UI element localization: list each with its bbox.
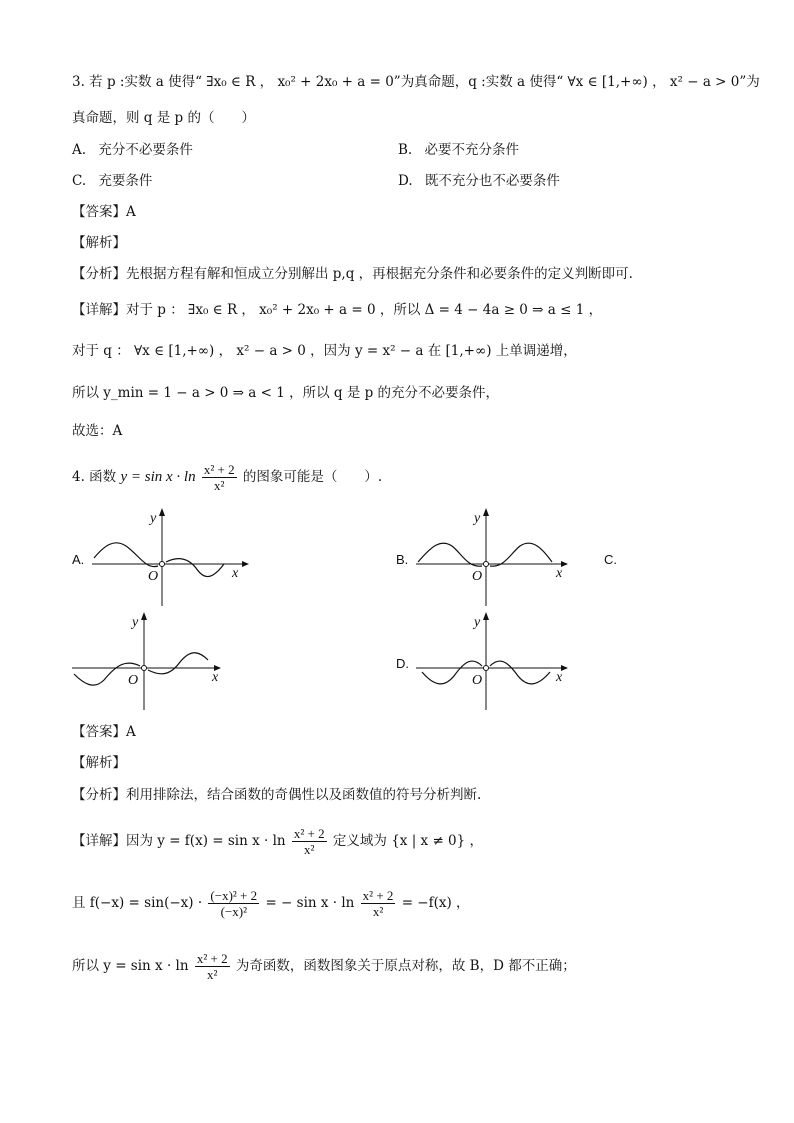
fraction-denominator: x² <box>207 967 218 982</box>
graph-b <box>416 508 576 608</box>
option-text: 充分不必要条件 <box>98 142 193 158</box>
q3-answer: 【答案】A <box>72 204 136 220</box>
option-text: 必要不充分条件 <box>424 142 520 158</box>
detail2-mid: = − sin x · ln <box>265 895 355 911</box>
q3-option-c <box>72 171 152 191</box>
q4-stem-pre: 4. 函数 <box>72 469 117 485</box>
fraction-denominator: x² <box>214 478 225 493</box>
q3-option-a <box>72 140 193 160</box>
q3-analysis-head: 【解析】 <box>72 235 126 251</box>
q4-answer: 【答案】A <box>72 724 136 740</box>
hollow-point <box>160 562 165 567</box>
graph-label-b: B. <box>396 552 409 567</box>
option-label: B. <box>398 142 413 158</box>
q4-detail-1 <box>72 822 483 860</box>
option-text: 既不充分也不必要条件 <box>424 173 560 189</box>
graph-label-a: A. <box>72 552 85 567</box>
origin-label: O <box>472 569 483 584</box>
detail2-fraction-1 <box>208 888 259 919</box>
origin-label: O <box>128 673 139 688</box>
fraction-numerator: x² + 2 <box>196 951 228 966</box>
y-axis-arrow <box>159 508 165 516</box>
curve <box>94 543 224 577</box>
q3-choose: 故选：A <box>72 423 123 439</box>
option-label: C. <box>72 173 87 189</box>
detail3-pre: 所以 y = sin x · ln <box>72 958 189 974</box>
q3-analysis: 【分析】先根据方程有解和恒成立分别解出 p,q ，再根据充分条件和必要条件的定义判断即可. <box>72 266 633 282</box>
axis-x-label: x <box>556 566 563 581</box>
axis-x-label: x <box>556 670 563 685</box>
detail2-pre: 且 f(−x) = sin(−x) · <box>72 895 203 911</box>
q4-stem-post: 的图象可能是（ ）. <box>242 469 383 485</box>
q4-detail-3 <box>72 947 576 985</box>
y-axis-arrow <box>483 612 489 620</box>
detail2-post: = −f(x) ， <box>401 895 470 911</box>
detail1-fraction <box>292 826 327 857</box>
x-axis-arrow <box>242 561 249 567</box>
fraction-numerator: x² + 2 <box>203 462 235 477</box>
q4-analysis-head: 【解析】 <box>72 755 126 771</box>
hollow-point <box>484 666 489 671</box>
axis-y-label: y <box>474 511 481 526</box>
hollow-point <box>142 666 147 671</box>
hollow-point <box>484 562 489 567</box>
axis-x-label: x <box>212 670 219 685</box>
graph-label-d: D. <box>396 656 409 671</box>
detail3-fraction <box>195 951 230 982</box>
q3-stem-line2: 真命题，则 q 是 p 的（ ） <box>72 110 255 126</box>
option-label: A. <box>72 142 87 158</box>
fraction-denominator: x² <box>372 904 384 919</box>
curve <box>74 653 208 685</box>
axis-x-label: x <box>232 566 239 581</box>
q4-detail-2 <box>72 882 470 924</box>
graph-label-c: C. <box>604 552 617 567</box>
option-label: D. <box>398 173 413 189</box>
graph-a <box>92 508 252 608</box>
graph-d <box>416 612 576 712</box>
option-text: 充要条件 <box>98 173 153 189</box>
detail1-post: 定义域为 {x | x ≠ 0} ， <box>332 833 484 849</box>
q3-detail-2: 对于 q ： ∀x ∈ [1,+∞) ， x² − a > 0 ，因为 y = x² − a 在 [1,+∞) 上单调递增， <box>72 343 577 359</box>
fraction-numerator: x² + 2 <box>293 826 325 841</box>
axis-y-label: y <box>150 511 157 526</box>
origin-label: O <box>472 673 483 688</box>
q3-detail-3: 所以 y_min = 1 − a > 0 ⇒ a < 1 ，所以 q 是 p 的充分不必要条件， <box>72 385 500 401</box>
q4-stem-func: y = sin x · ln <box>120 469 196 485</box>
detail3-post: 为奇函数，函数图象关于原点对称，故 B，D 都不正确； <box>235 958 576 974</box>
fraction-numerator: x² + 2 <box>362 888 394 903</box>
q4-stem-fraction <box>202 462 237 493</box>
q4-stem <box>72 458 382 496</box>
fraction-denominator: (−x)² <box>220 904 247 919</box>
q3-detail-1: 【详解】对于 p ： ∃x₀ ∈ R ， x₀² + 2x₀ + a = 0 ，所以 Δ = 4 − 4a ≥ 0 ⇒ a ≤ 1 ， <box>72 302 603 318</box>
q3-option-b <box>398 140 519 160</box>
y-axis-arrow <box>483 508 489 516</box>
q3-option-d <box>398 171 560 191</box>
detail2-fraction-2 <box>361 888 396 919</box>
q4-analysis: 【分析】利用排除法，结合函数的奇偶性以及函数值的符号分析判断. <box>72 787 482 803</box>
axis-y-label: y <box>132 615 139 630</box>
detail1-pre: 【详解】因为 y = f(x) = sin x · ln <box>72 833 286 849</box>
fraction-numerator: (−x)² + 2 <box>210 888 258 903</box>
origin-label: O <box>148 569 159 584</box>
y-axis-arrow <box>141 612 147 620</box>
fraction-denominator: x² <box>304 842 315 857</box>
q3-stem-line1: 3. 若 p :实数 a 使得“ ∃x₀ ∈ R ， x₀² + 2x₀ + a = 0”为真命题，q :实数 a 使得“ ∀x ∈ [1,+∞) ， x² − a > 0”为 <box>72 74 760 90</box>
axis-y-label: y <box>474 615 481 630</box>
graph-c <box>72 612 232 712</box>
